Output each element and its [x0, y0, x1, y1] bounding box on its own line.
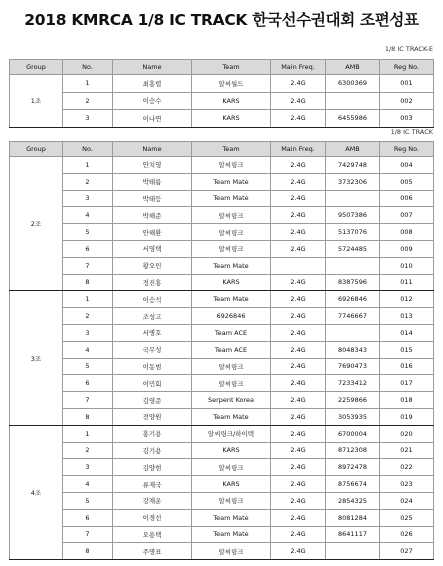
cell-name: 이민회: [113, 375, 192, 392]
cell-team: Team Mate: [192, 509, 271, 526]
cell-no: 8: [63, 408, 113, 425]
cell-reg-no: 025: [380, 509, 434, 526]
cell-amb: 6300369: [326, 75, 380, 93]
table-row: [10, 392, 434, 409]
cell-name: 전양원: [113, 408, 192, 425]
cell-reg-no: 011: [380, 274, 434, 291]
cell-name: 최홍렬: [113, 75, 192, 93]
cell-team: 알씨링크: [192, 375, 271, 392]
cell-team: Team Mate: [192, 291, 271, 308]
cell-name: 안치영: [113, 157, 192, 174]
cell-team: 알씨링크: [192, 492, 271, 509]
header-reg-no: Reg No.: [380, 142, 434, 157]
cell-no: 2: [63, 173, 113, 190]
cell-amb: 7429748: [326, 157, 380, 174]
cell-reg-no: 015: [380, 341, 434, 358]
cell-main-freq: 2.4G: [271, 207, 326, 224]
cell-main-freq: 2.4G: [271, 173, 326, 190]
cell-no: 1: [63, 291, 113, 308]
table-row: [10, 459, 434, 476]
header-no: No.: [63, 60, 113, 75]
cell-name: 오용택: [113, 526, 192, 543]
cell-no: 8: [63, 543, 113, 560]
cell-main-freq: 2.4G: [271, 92, 326, 110]
cell-amb: 8641117: [326, 526, 380, 543]
cell-name: 국무성: [113, 341, 192, 358]
cell-main-freq: 2.4G: [271, 324, 326, 341]
cell-no: 5: [63, 358, 113, 375]
cell-amb: 7690473: [326, 358, 380, 375]
cell-amb: 8972478: [326, 459, 380, 476]
cell-team: KARS: [192, 442, 271, 459]
cell-name: 이나연: [113, 110, 192, 128]
cell-no: 1: [63, 75, 113, 93]
cell-main-freq: 2.4G: [271, 190, 326, 207]
cell-name: 이경선: [113, 509, 192, 526]
table-row: [10, 75, 434, 93]
table-row: [10, 526, 434, 543]
cell-team: KARS: [192, 92, 271, 110]
cell-amb: 7746667: [326, 308, 380, 325]
cell-team: 알씨링크: [192, 543, 271, 560]
cell-reg-no: 019: [380, 408, 434, 425]
table-row: [10, 341, 434, 358]
table-row: [10, 476, 434, 493]
header-reg-no: Reg No.: [380, 60, 434, 75]
cell-name: 박태름: [113, 173, 192, 190]
header-amb: AMB: [326, 60, 380, 75]
cell-name: 강재운: [113, 492, 192, 509]
cell-amb: 6926846: [326, 291, 380, 308]
cell-name: 이동범: [113, 358, 192, 375]
cell-name: 이승석: [113, 291, 192, 308]
cell-name: 서영택: [113, 240, 192, 257]
cell-reg-no: 006: [380, 190, 434, 207]
cell-main-freq: 2.4G: [271, 75, 326, 93]
cell-name: 이승수: [113, 92, 192, 110]
cell-main-freq: 2.4G: [271, 442, 326, 459]
cell-amb: 2259866: [326, 392, 380, 409]
cell-reg-no: 017: [380, 375, 434, 392]
cell-team: KARS: [192, 476, 271, 493]
cell-team: Team ACE: [192, 324, 271, 341]
cell-team: 6926846: [192, 308, 271, 325]
cell-amb: 9507386: [326, 207, 380, 224]
table-row: [10, 492, 434, 509]
cell-reg-no: 002: [380, 92, 434, 110]
cell-no: 2: [63, 92, 113, 110]
cell-main-freq: 2.4G: [271, 274, 326, 291]
cell-no: 5: [63, 224, 113, 241]
cell-reg-no: 008: [380, 224, 434, 241]
cell-amb: [326, 257, 380, 274]
cell-team: Team Mate: [192, 173, 271, 190]
table-row: [10, 375, 434, 392]
cell-team: 알씨링크: [192, 459, 271, 476]
cell-team: KARS: [192, 110, 271, 128]
cell-main-freq: 2.4G: [271, 341, 326, 358]
cell-main-freq: 2.4G: [271, 425, 326, 442]
cell-team: 알씨월드: [192, 75, 271, 93]
cell-main-freq: 2.4G: [271, 543, 326, 560]
cell-amb: [326, 92, 380, 110]
cell-amb: 8756674: [326, 476, 380, 493]
table-header-row: [10, 142, 434, 157]
header-group: Group: [10, 142, 63, 157]
table-row: [10, 274, 434, 291]
cell-amb: 6455986: [326, 110, 380, 128]
header-team: Team: [192, 142, 271, 157]
cell-reg-no: 018: [380, 392, 434, 409]
cell-reg-no: 020: [380, 425, 434, 442]
cell-main-freq: 2.4G: [271, 392, 326, 409]
cell-no: 7: [63, 257, 113, 274]
cell-team: 알씨링크: [192, 157, 271, 174]
cell-team: 알씨링크: [192, 240, 271, 257]
cell-no: 7: [63, 392, 113, 409]
cell-amb: [326, 543, 380, 560]
cell-no: 6: [63, 240, 113, 257]
table-row: [10, 324, 434, 341]
cell-reg-no: 009: [380, 240, 434, 257]
table-row: [10, 224, 434, 241]
cell-name: 홍기용: [113, 425, 192, 442]
table-row: [10, 358, 434, 375]
track-label: 1/8 IC TRACK: [390, 128, 433, 136]
cell-team: Team Mate: [192, 257, 271, 274]
table-row: [10, 408, 434, 425]
cell-main-freq: 2.4G: [271, 224, 326, 241]
header-no: No.: [63, 142, 113, 157]
table-row: [10, 92, 434, 110]
cell-main-freq: 2.4G: [271, 110, 326, 128]
table-row: [10, 509, 434, 526]
cell-main-freq: 2.4G: [271, 509, 326, 526]
cell-team: Serpent Korea: [192, 392, 271, 409]
cell-no: 6: [63, 375, 113, 392]
table-row: [10, 442, 434, 459]
header-group: Group: [10, 60, 63, 75]
table-row: [10, 240, 434, 257]
cell-reg-no: 010: [380, 257, 434, 274]
cell-main-freq: 2.4G: [271, 526, 326, 543]
cell-no: 3: [63, 459, 113, 476]
cell-team: 알씨링크: [192, 358, 271, 375]
cell-reg-no: 003: [380, 110, 434, 128]
cell-reg-no: 013: [380, 308, 434, 325]
cell-main-freq: 2.4G: [271, 358, 326, 375]
table-row: [10, 207, 434, 224]
cell-no: 6: [63, 509, 113, 526]
group-cell: 1조: [10, 75, 63, 128]
table-row: [10, 157, 434, 174]
cell-reg-no: 016: [380, 358, 434, 375]
cell-no: 2: [63, 442, 113, 459]
page-title: 2018 KMRCA 1/8 IC TRACK 한국선수권대회 조편성표: [24, 11, 419, 29]
cell-team: Team Mate: [192, 408, 271, 425]
header-name: Name: [113, 60, 192, 75]
cell-amb: [326, 324, 380, 341]
cell-no: 7: [63, 526, 113, 543]
cell-amb: 2854325: [326, 492, 380, 509]
header-main-freq: Main Freq.: [271, 142, 326, 157]
cell-name: 서병호: [113, 324, 192, 341]
cell-amb: 3732306: [326, 173, 380, 190]
cell-name: 황오민: [113, 257, 192, 274]
table-row: [10, 291, 434, 308]
cell-no: 4: [63, 207, 113, 224]
cell-name: 류제국: [113, 476, 192, 493]
cell-amb: 5724485: [326, 240, 380, 257]
cell-team: Team ACE: [192, 341, 271, 358]
cell-amb: 8081284: [326, 509, 380, 526]
cell-team: 알씨링크/하이텍: [192, 425, 271, 442]
table-header-row: [10, 60, 434, 75]
cell-team: KARS: [192, 274, 271, 291]
cell-reg-no: 007: [380, 207, 434, 224]
table-row: [10, 425, 434, 442]
header-main-freq: Main Freq.: [271, 60, 326, 75]
cell-amb: 8387596: [326, 274, 380, 291]
header-name: Name: [113, 142, 192, 157]
cell-no: 1: [63, 425, 113, 442]
cell-main-freq: [271, 257, 326, 274]
cell-amb: 8712308: [326, 442, 380, 459]
group-table: [9, 141, 434, 560]
cell-no: 4: [63, 341, 113, 358]
cell-reg-no: 023: [380, 476, 434, 493]
cell-reg-no: 005: [380, 173, 434, 190]
cell-team: 알씨링크: [192, 224, 271, 241]
cell-no: 3: [63, 190, 113, 207]
cell-no: 4: [63, 476, 113, 493]
header-team: Team: [192, 60, 271, 75]
cell-reg-no: 027: [380, 543, 434, 560]
cell-main-freq: 2.4G: [271, 291, 326, 308]
cell-name: 조성고: [113, 308, 192, 325]
cell-name: 박태등: [113, 190, 192, 207]
track-label-e: 1/8 IC TRACK-E: [384, 45, 433, 53]
cell-team: Team Mate: [192, 190, 271, 207]
table-row: [10, 190, 434, 207]
cell-no: 1: [63, 157, 113, 174]
cell-amb: 6700004: [326, 425, 380, 442]
cell-reg-no: 024: [380, 492, 434, 509]
cell-name: 안해환: [113, 224, 192, 241]
cell-main-freq: 2.4G: [271, 408, 326, 425]
cell-amb: 5137076: [326, 224, 380, 241]
group-cell: 4조: [10, 425, 63, 559]
cell-no: 3: [63, 110, 113, 128]
cell-reg-no: 021: [380, 442, 434, 459]
cell-name: 김영준: [113, 392, 192, 409]
cell-no: 8: [63, 274, 113, 291]
cell-main-freq: 2.4G: [271, 308, 326, 325]
cell-reg-no: 001: [380, 75, 434, 93]
cell-name: 김기용: [113, 442, 192, 459]
header-amb: AMB: [326, 142, 380, 157]
cell-no: 2: [63, 308, 113, 325]
cell-main-freq: 2.4G: [271, 476, 326, 493]
table-row: [10, 173, 434, 190]
cell-amb: [326, 190, 380, 207]
cell-amb: 8048343: [326, 341, 380, 358]
cell-no: 3: [63, 324, 113, 341]
table-row: [10, 308, 434, 325]
cell-amb: 3053935: [326, 408, 380, 425]
group-table-e: [9, 59, 434, 128]
cell-main-freq: 2.4G: [271, 157, 326, 174]
table-row: [10, 110, 434, 128]
cell-name: 주명표: [113, 543, 192, 560]
cell-name: 박해준: [113, 207, 192, 224]
cell-reg-no: 014: [380, 324, 434, 341]
cell-main-freq: 2.4G: [271, 459, 326, 476]
cell-team: 알씨링크: [192, 207, 271, 224]
cell-main-freq: 2.4G: [271, 240, 326, 257]
cell-main-freq: 2.4G: [271, 492, 326, 509]
cell-amb: 7233412: [326, 375, 380, 392]
group-cell: 2조: [10, 157, 63, 291]
cell-reg-no: 012: [380, 291, 434, 308]
table-row: [10, 257, 434, 274]
table-row: [10, 543, 434, 560]
group-cell: 3조: [10, 291, 63, 425]
cell-reg-no: 022: [380, 459, 434, 476]
cell-reg-no: 026: [380, 526, 434, 543]
cell-team: Team Mate: [192, 526, 271, 543]
cell-no: 5: [63, 492, 113, 509]
cell-reg-no: 004: [380, 157, 434, 174]
cell-main-freq: 2.4G: [271, 375, 326, 392]
cell-name: 김양현: [113, 459, 192, 476]
cell-name: 정진홍: [113, 274, 192, 291]
